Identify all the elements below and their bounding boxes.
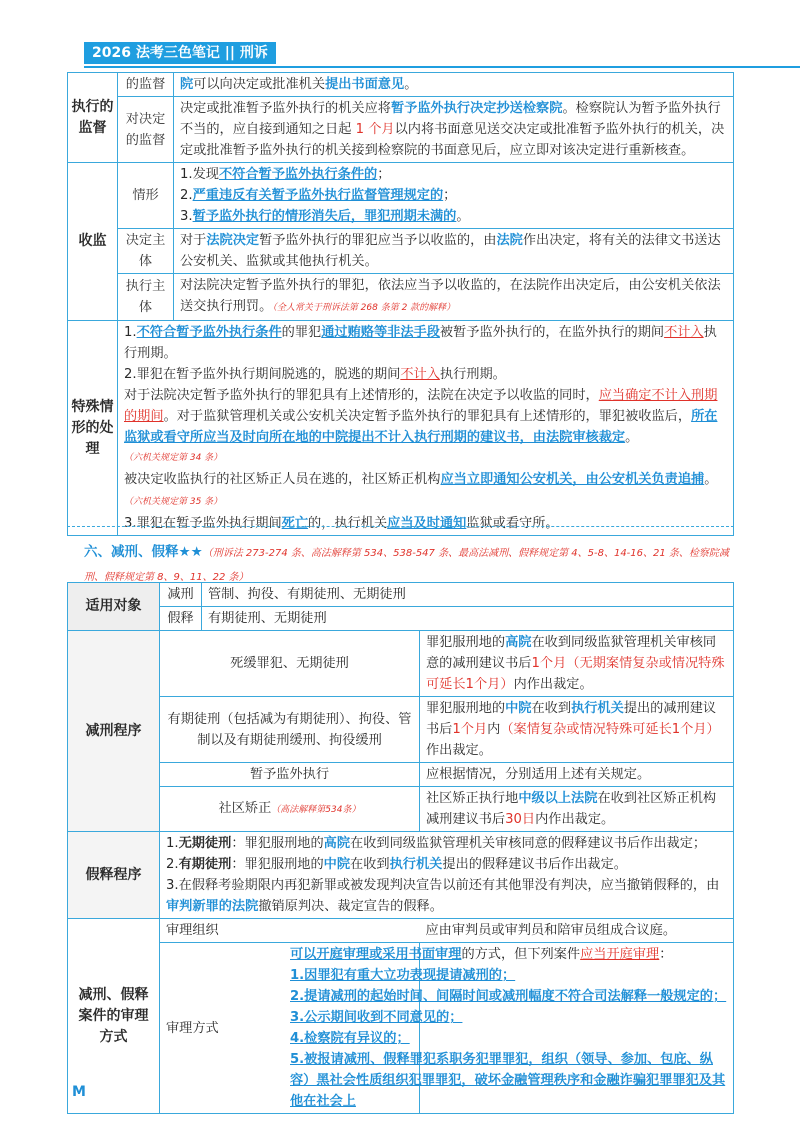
text-span: 在收到同级监狱管理机关审核同意的减刑建议书后 [426, 635, 717, 671]
table-row [68, 321, 734, 536]
text-span: 。 [625, 430, 639, 445]
text-span: 1. [166, 836, 179, 851]
table-cell [118, 321, 734, 536]
text-span: ； [377, 167, 391, 182]
list-item [290, 944, 727, 965]
text-span: 社区矫正 [218, 800, 272, 816]
text-span: 对于法院决定暂予监外执行的罪犯具有上述情形的，法院在决定予以收监的同时， [124, 388, 599, 403]
text-span: ： [659, 947, 673, 962]
note: （高法解释第534条） [271, 804, 361, 815]
category-cell: 执行的监督 [68, 73, 118, 163]
table-cell: 管制、拘役、有期徒刑、无期徒刑 [202, 583, 734, 607]
table-row [68, 697, 734, 763]
text-span: 暂予监外执行的罪犯应当予以收监的，由 [259, 233, 497, 248]
text-span: 1.发现 [180, 167, 219, 182]
list-item: 4.检察院有异议的； [290, 1031, 410, 1046]
text-span: 执行机关 [389, 857, 443, 872]
text-span: 执行刑期。 [439, 367, 506, 382]
text-span: 严重违反有关暂予监外执行监督管理规定的 [192, 188, 444, 203]
text-span: 不计入 [664, 325, 704, 340]
note: （六机关规定第 34 条） [124, 453, 223, 463]
section-divider [67, 526, 734, 528]
text-span: 中院 [323, 857, 351, 872]
text-span: 被决定收监执行的社区矫正人员在逃的，社区矫正机构 [124, 472, 441, 487]
sub-label: 审理方式 [160, 943, 420, 1114]
table-cell [420, 787, 734, 832]
table-cell: 应由审判员或审判员和陪审员组成合议庭。 [420, 919, 734, 943]
text-span: 应当及时通知 [387, 516, 467, 531]
text-span: 在收到 [350, 857, 390, 872]
text-span: 暂予监外执行决定抄送检察院 [391, 101, 563, 116]
text-span: 3.在假释考验期限内再犯新罪或被发现判决宣告以前还有其他罪没有判决，应当撤销假释的，由 [166, 878, 720, 893]
text-span: 内作出裁定。 [535, 812, 615, 827]
table-row [68, 832, 734, 919]
table-row [68, 631, 734, 697]
category-cell: 减刑程序 [68, 631, 160, 832]
list-item [124, 322, 727, 364]
table-cell [174, 97, 734, 163]
category-cell: 适用对象 [68, 583, 160, 631]
list-item [180, 185, 727, 206]
section-references: （刑诉法 273-274 条、高法解释第 534、538-547 条、最高法减刑、假释规定第 4、5-8、14-16、21 条、检察院减刑、假释规定第 8、9、11、22 条） [84, 548, 729, 583]
text-span: ：罪犯服刑地的 [231, 836, 324, 851]
text-span: 审判新罪的法院 [166, 899, 259, 914]
text-span: 罪犯服刑地的 [426, 701, 506, 716]
text-span: 所在监狱或看守所应当及时向所在地的中院提出不计入执行刑期的建议书，由法院审核裁定 [124, 409, 718, 445]
text-span: 对法院决定暂予监外执行的罪犯，依法应当予以收监的，在法院作出决定后，由公安机关依法送交执行刑罚。 [180, 278, 721, 314]
text-span: 的罪犯 [281, 325, 322, 340]
text-span: （无期案情复杂或情况特殊可延长1个月） [426, 656, 725, 692]
text-span: 可以开庭审理或采用书面审理 [290, 947, 462, 962]
list-item: 2.提请减刑的起始时间、间隔时间或减刑幅度不符合司法解释一般规定的； [290, 989, 727, 1004]
supervision-table [67, 72, 734, 536]
text-span: 法院 [496, 233, 523, 248]
text-span: 中级以上法院 [518, 791, 598, 806]
text-span: 院 [180, 77, 194, 92]
text-span: 3. [180, 209, 193, 224]
text-span: 无期徒刑 [178, 836, 232, 851]
text-span: 执行机关 [571, 701, 624, 716]
text-span: 1. [124, 325, 137, 340]
text-span: 2. [166, 857, 179, 872]
category-cell: 减刑、假释案件的审理方式 [68, 919, 160, 1114]
text-span: 提出书面意见 [325, 77, 405, 92]
table-cell [160, 832, 734, 919]
list-item: 5.被报请减刑、假释罪犯系职务犯罪罪犯，组织（领导、参加、包庇、纵容）黑社会性质组织犯罪罪犯，破坏金融管理秩序和金融诈骗犯罪罪犯及其他在社会上 [290, 1052, 726, 1109]
text-span: ：罪犯服刑地的 [231, 857, 324, 872]
text-span: 应当开庭审理 [580, 947, 660, 962]
list-item [166, 833, 727, 854]
table-cell [420, 697, 734, 763]
text-span: 决定或批准暂予监外执行的机关应将 [180, 101, 391, 116]
text-span: 。 [704, 472, 718, 487]
sub-label: 减刑 [160, 583, 202, 607]
table-cell [174, 274, 734, 321]
text-span: 被暂予监外执行的，在监外执行的期间 [439, 325, 665, 340]
text-span: 内作出裁定。 [513, 677, 593, 692]
category-cell: 收监 [68, 163, 118, 321]
table-cell [174, 229, 734, 274]
table-row [68, 763, 734, 787]
table-cell: 有期徒刑（包括减为有期徒刑）、拘役、管制以及有期徒刑缓刑、拘役缓刑 [160, 697, 420, 763]
text-span: 对于 [180, 233, 207, 248]
table-row [68, 229, 734, 274]
sub-label: 执行主体 [118, 274, 174, 321]
text-span: 监狱或看守所。 [466, 516, 559, 531]
text-span: 死亡 [281, 516, 309, 531]
table-row [68, 787, 734, 832]
category-cell: 假释程序 [68, 832, 160, 919]
text-span: 在收到社区矫正机构减刑建议书后 [426, 791, 717, 827]
text-span: 。 [404, 77, 418, 92]
text-span: 高院 [323, 836, 351, 851]
table-row [68, 919, 734, 943]
table-row [68, 163, 734, 229]
text-span: 提出的假释建议书后作出裁定。 [442, 857, 627, 872]
text-span: 不计入 [400, 367, 440, 382]
text-span: 不符合暂予监外执行条件的 [218, 167, 378, 182]
text-span: 3.罪犯在暂予监外执行期间 [124, 516, 282, 531]
text-span: 在收到同级监狱管理机关审核同意的假释建议书后作出裁定； [350, 836, 707, 851]
text-span: 社区矫正执行地 [426, 791, 519, 806]
section-title: 六、减刑、假释★★ [84, 544, 203, 560]
note: （六机关规定第 35 条） [124, 497, 223, 507]
text-span: 。 [456, 209, 470, 224]
list-item [180, 164, 727, 185]
text-span: 暂予监外执行的情形消失后，罪犯刑期未满的 [192, 209, 457, 224]
list-item [124, 513, 727, 534]
list-item: 1.因罪犯有重大立功表现提请减刑的； [290, 968, 516, 983]
text-span: 应当确定不计入刑期的期间 [124, 388, 718, 424]
text-span: 提出的减刑建议书后 [426, 701, 717, 737]
text-span: 通过贿赂等非法手段 [321, 325, 440, 340]
text-span: 执行刑期。 [124, 325, 717, 361]
table-cell: 应根据情况，分别适用上述有关规定。 [420, 763, 734, 787]
text-span: 中院 [505, 701, 532, 716]
page-number: M [72, 1084, 86, 1100]
page-header-title: 2026 法考三色笔记 || 刑诉 [84, 42, 276, 64]
table-row [68, 73, 734, 97]
text-span: 2. [180, 188, 193, 203]
text-span: 的方式，但下列案件 [461, 947, 581, 962]
text-span: 。检察院认为暂予监外执行不当的，应自接到通知之日起 [180, 101, 721, 137]
text-span: 作出裁定。 [426, 743, 492, 758]
note: （全人常关于刑诉法第 268 条第 2 款的解释） [272, 303, 456, 313]
table-cell [420, 631, 734, 697]
sub-label: 对决定的监督 [118, 97, 174, 163]
text-span: 作出决定，将有关的法律文书送达公安机关、监狱或其他执行机关。 [180, 233, 721, 269]
text-span: 。对于监狱管理机关或公安机关决定暂予监外执行的罪犯具有上述情形的，罪犯被收监后， [163, 409, 692, 424]
text-span: 1个月 [531, 656, 567, 671]
list-item [166, 875, 727, 917]
list-item: 3.公示期间收到不同意见的； [290, 1010, 463, 1025]
table-cell [290, 943, 734, 1114]
text-span: 在收到 [531, 701, 572, 716]
table-row [68, 583, 734, 607]
table-cell [160, 787, 420, 832]
text-span: 可以向决定或批准机关 [193, 77, 326, 92]
sub-label: 决定主体 [118, 229, 174, 274]
text-span: 撤销原判决、裁定宣告的假释。 [258, 899, 443, 914]
table-cell [174, 163, 734, 229]
text-span: ； [443, 188, 457, 203]
table-row [68, 97, 734, 163]
table-cell: 死缓罪犯、无期徒刑 [160, 631, 420, 697]
commutation-parole-table [67, 582, 734, 1114]
text-span: 2.罪犯在暂予监外执行期间脱逃的，脱逃的期间 [124, 367, 401, 382]
text-span: 法院决定 [206, 233, 260, 248]
text-span: 应当立即通知公安机关，由公安机关负责追捕 [440, 472, 705, 487]
table-cell: 有期徒刑、无期徒刑 [202, 607, 734, 631]
text-span: 罪犯服刑地的 [426, 635, 506, 650]
sub-label: 假释 [160, 607, 202, 631]
text-span: 30日 [505, 812, 536, 827]
table-cell [174, 73, 734, 97]
text-span: 1 个月 [351, 122, 395, 137]
text-span: 高院 [505, 635, 532, 650]
list-item [124, 385, 727, 448]
table-row [68, 943, 734, 1114]
text-span: （案情复杂或情况特殊可延长1个月） [500, 722, 720, 737]
sub-label: 审理组织 [160, 919, 420, 943]
sub-label: 的监督 [118, 73, 174, 97]
table-cell: 暂予监外执行 [160, 763, 420, 787]
text-span: 1个月 [452, 722, 488, 737]
text-span: 的，执行机关 [308, 516, 388, 531]
text-span: 不符合暂予监外执行条件 [136, 325, 282, 340]
list-item [124, 364, 727, 385]
list-item [180, 206, 727, 227]
text-span: 内 [487, 722, 501, 737]
table-row [68, 607, 734, 631]
list-item [124, 469, 727, 513]
category-cell: 特殊情形的处理 [68, 321, 118, 536]
sub-label: 情形 [118, 163, 174, 229]
text-span: 有期徒刑 [178, 857, 232, 872]
table-row [68, 274, 734, 321]
text-span: 以内将书面意见送交决定或批准暂予监外执行的机关，决定或批准暂予监外执行的机关接到检察院的书面意见后，应立即对该决定进行重新核查。 [180, 122, 725, 158]
list-item [166, 854, 727, 875]
